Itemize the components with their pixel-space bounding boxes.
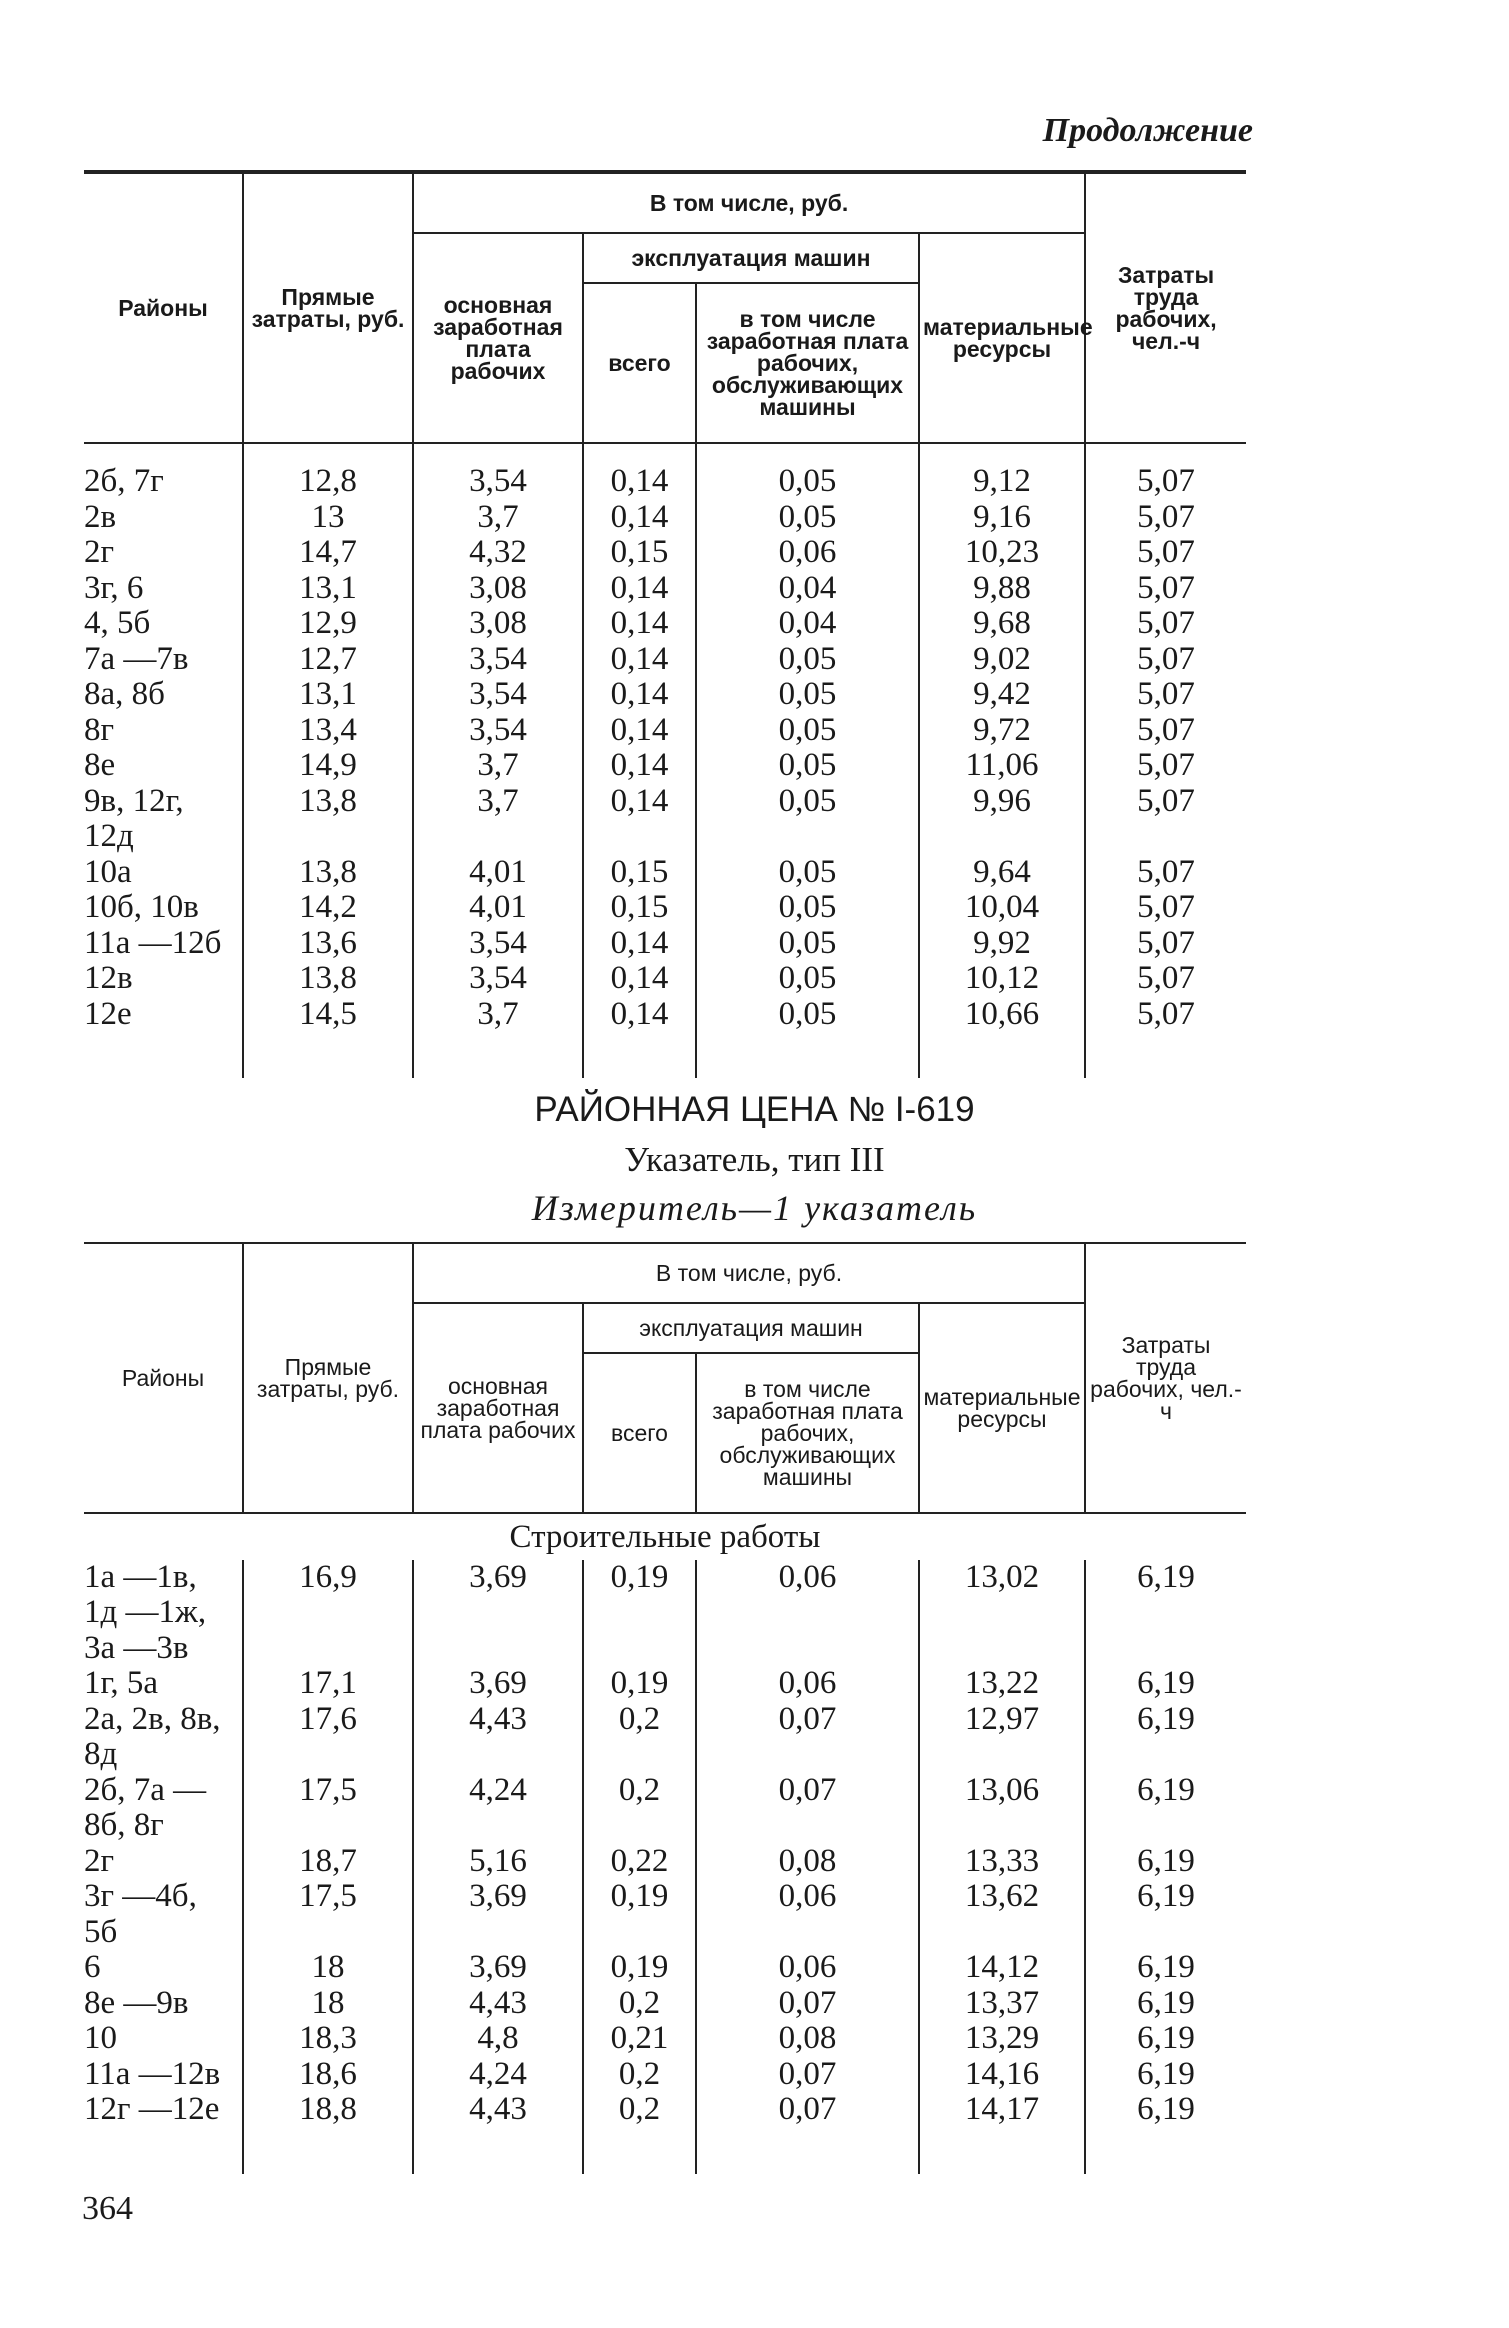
value-cell: 10,12 [919,961,1085,997]
header-vsego: всего [583,283,696,443]
rayon-cell: 1г, 5а [84,1665,158,1701]
rayon-cell: 11а —12б [84,924,222,961]
table-row [84,2057,1246,2093]
value-cell: 3,7 [413,500,583,536]
value-cell: 17,5 [243,1773,413,1844]
value-cell: 18,6 [243,2057,413,2093]
value-cell: 9,68 [919,606,1085,642]
value-cell: 0,07 [696,1986,919,2022]
value-cell: 3,54 [413,713,583,749]
value-cell: 0,14 [583,606,696,642]
table-row [84,2021,1246,2057]
value-cell: 5,16 [413,1844,583,1880]
rayon-cell: 12г —12е [84,2091,220,2127]
header-rayony: Районы [84,172,243,443]
value-cell: 16,9 [243,1560,413,1667]
table-row [84,464,1246,500]
value-cell: 9,88 [919,571,1085,607]
value-cell: 5,07 [1085,961,1246,997]
table-row [84,1879,1246,1950]
header-vsego-2: всего [583,1353,696,1513]
value-cell: 0,07 [696,2092,919,2128]
value-cell: 3,54 [413,961,583,997]
value-cell: 14,5 [243,997,413,1033]
value-cell: 0,21 [583,2021,696,2057]
value-cell: 3,08 [413,571,583,607]
value-cell: 0,15 [583,890,696,926]
value-cell: 12,7 [243,642,413,678]
rayon-cell: 9в, 12г, 12д [84,782,184,854]
rayon-cell: 12е [84,995,132,1032]
value-cell: 0,19 [583,1950,696,1986]
value-cell: 0,07 [696,2057,919,2093]
value-cell: 0,08 [696,1844,919,1880]
rayon-cell: 8а, 8б [84,676,165,712]
value-cell: 0,2 [583,2092,696,2128]
table-row [84,1560,1246,1667]
value-cell: 6,19 [1085,1702,1246,1773]
value-cell: 4,24 [413,1773,583,1844]
rayon-cell: 12в [84,960,133,996]
header-pryamye-2: Прямые затраты, руб. [243,1243,413,1513]
header-materialnye-2: материальные ресурсы [919,1303,1085,1513]
rayon-cell: 6 [84,1949,101,1985]
value-cell: 4,43 [413,1702,583,1773]
table-2-body [84,1513,1246,2174]
value-cell: 6,19 [1085,2021,1246,2057]
value-cell: 6,19 [1085,1950,1246,1986]
table-row [84,748,1246,784]
value-cell: 0,14 [583,500,696,536]
header-osnovnaya: основная заработная плата рабочих [413,233,583,443]
value-cell: 6,19 [1085,1666,1246,1702]
value-cell: 13,8 [243,784,413,855]
value-cell: 0,04 [696,606,919,642]
value-cell: 3,69 [413,1879,583,1950]
value-cell: 13,1 [243,571,413,607]
value-cell: 0,2 [583,1986,696,2022]
value-cell: 0,14 [583,748,696,784]
value-cell: 0,14 [583,677,696,713]
header-rayony-2: Районы [84,1243,243,1513]
value-cell: 3,7 [413,748,583,784]
value-cell: 0,05 [696,677,919,713]
value-cell: 0,15 [583,855,696,891]
value-cell: 0,14 [583,997,696,1033]
value-cell: 4,01 [413,855,583,891]
value-cell: 0,05 [696,926,919,962]
table-row [84,713,1246,749]
rayon-cell: 2б, 7а — 8б, 8г [84,1771,207,1843]
value-cell: 0,14 [583,713,696,749]
value-cell: 12,97 [919,1702,1085,1773]
header-ekspluatatsiya-2: эксплуатация машин [583,1303,919,1353]
table-row [84,1666,1246,1702]
table-row [84,1950,1246,1986]
value-cell: 5,07 [1085,926,1246,962]
value-cell: 3,7 [413,997,583,1033]
table-row [84,571,1246,607]
continuation-label: Продолжение [1042,112,1253,149]
table-row [84,1702,1246,1773]
value-cell: 5,07 [1085,535,1246,571]
value-cell: 5,07 [1085,642,1246,678]
value-cell: 13,06 [919,1773,1085,1844]
rayon-cell: 7а —7в [84,640,189,677]
value-cell: 17,6 [243,1702,413,1773]
page-number: 364 [82,2190,133,2227]
value-cell: 0,04 [696,571,919,607]
value-cell: 0,08 [696,2021,919,2057]
value-cell: 9,96 [919,784,1085,855]
rayon-cell: 10а [84,853,132,890]
value-cell: 13,4 [243,713,413,749]
value-cell: 3,54 [413,642,583,678]
value-cell: 5,07 [1085,784,1246,855]
value-cell: 18,7 [243,1844,413,1880]
value-cell: 0,15 [583,535,696,571]
value-cell: 0,2 [583,2057,696,2093]
value-cell: 9,92 [919,926,1085,962]
value-cell: 0,2 [583,1773,696,1844]
value-cell: 0,19 [583,1666,696,1702]
rayon-cell: 2г [84,1842,115,1879]
header-pryamye: Прямые затраты, руб. [243,172,413,443]
value-cell: 14,12 [919,1950,1085,1986]
value-cell: 5,07 [1085,997,1246,1033]
value-cell: 0,05 [696,890,919,926]
value-cell: 4,32 [413,535,583,571]
value-cell: 5,07 [1085,500,1246,536]
value-cell: 3,69 [413,1560,583,1667]
header-v-tom-chisle-zp-2: в том числе заработная плата рабочих, обслуживающих машины [696,1353,919,1513]
value-cell: 6,19 [1085,1844,1246,1880]
price-measure: Измеритель—1 указатель [531,1188,978,1228]
value-cell: 13,02 [919,1560,1085,1667]
value-cell: 14,2 [243,890,413,926]
table-row [84,2092,1246,2128]
rayon-cell: 2б, 7г [84,463,164,499]
value-cell: 14,17 [919,2092,1085,2128]
value-cell: 10,23 [919,535,1085,571]
value-cell: 13,29 [919,2021,1085,2057]
value-cell: 4,43 [413,2092,583,2128]
value-cell: 0,05 [696,748,919,784]
value-cell: 0,06 [696,535,919,571]
value-cell: 13,8 [243,961,413,997]
value-cell: 12,8 [243,464,413,500]
table-row [84,500,1246,536]
value-cell: 3,69 [413,1666,583,1702]
value-cell: 13,1 [243,677,413,713]
rayon-cell: 10 [84,2020,117,2056]
table-row [84,642,1246,678]
table-1 [84,170,1246,1078]
value-cell: 12,9 [243,606,413,642]
value-cell: 13,62 [919,1879,1085,1950]
value-cell: 5,07 [1085,855,1246,891]
value-cell: 5,07 [1085,890,1246,926]
table-row [84,961,1246,997]
table-row [84,784,1246,855]
value-cell: 9,42 [919,677,1085,713]
value-cell: 4,01 [413,890,583,926]
value-cell: 0,05 [696,642,919,678]
value-cell: 3,08 [413,606,583,642]
rayon-cell: 11а —12в [84,2055,221,2092]
rayon-cell: 3г —4б, 5б [84,1878,197,1950]
value-cell: 0,2 [583,1702,696,1773]
value-cell: 4,24 [413,2057,583,2093]
table-row [84,997,1246,1033]
value-cell: 5,07 [1085,748,1246,784]
header-ekspluatatsiya: эксплуатация машин [583,233,919,283]
value-cell: 17,1 [243,1666,413,1702]
value-cell: 9,64 [919,855,1085,891]
rayon-cell: 8е —9в [84,1984,189,2021]
value-cell: 0,19 [583,1560,696,1667]
table-row [84,677,1246,713]
value-cell: 13,33 [919,1844,1085,1880]
value-cell: 9,72 [919,713,1085,749]
value-cell: 13,37 [919,1986,1085,2022]
header-zatraty-truda-2: Затраты труда рабочих, чел.-ч [1085,1243,1246,1513]
table-row [84,855,1246,891]
value-cell: 18 [243,1950,413,1986]
value-cell: 14,9 [243,748,413,784]
table-row [84,1844,1246,1880]
value-cell: 0,19 [583,1879,696,1950]
value-cell: 5,07 [1085,464,1246,500]
value-cell: 0,14 [583,642,696,678]
value-cell: 0,07 [696,1702,919,1773]
table-row [84,1773,1246,1844]
value-cell: 17,5 [243,1879,413,1950]
value-cell: 4,8 [413,2021,583,2057]
table-row [84,926,1246,962]
value-cell: 6,19 [1085,1773,1246,1844]
price-title: РАЙОННАЯ ЦЕНА № I-619 [534,1090,975,1129]
value-cell: 13,22 [919,1666,1085,1702]
value-cell: 18,8 [243,2092,413,2128]
table-1-body [84,443,1246,1078]
table-row [84,606,1246,642]
rayon-cell: 2г [84,534,115,570]
value-cell: 18,3 [243,2021,413,2057]
value-cell: 0,14 [583,784,696,855]
section-label: Строительные работы [509,1519,821,1555]
value-cell: 0,06 [696,1666,919,1702]
value-cell: 0,05 [696,997,919,1033]
value-cell: 0,05 [696,855,919,891]
table-row [84,535,1246,571]
value-cell: 14,16 [919,2057,1085,2093]
value-cell: 3,54 [413,677,583,713]
value-cell: 3,54 [413,464,583,500]
value-cell: 0,14 [583,464,696,500]
value-cell: 4,43 [413,1986,583,2022]
value-cell: 0,05 [696,464,919,500]
value-cell: 9,16 [919,500,1085,536]
value-cell: 0,07 [696,1773,919,1844]
rayon-cell: 4, 5б [84,605,151,641]
table-row [84,1986,1246,2022]
value-cell: 11,06 [919,748,1085,784]
header-v-tom-chisle: В том числе, руб. [413,172,1085,233]
value-cell: 6,19 [1085,1560,1246,1667]
value-cell: 0,06 [696,1879,919,1950]
value-cell: 3,54 [413,926,583,962]
value-cell: 13 [243,500,413,536]
value-cell: 0,14 [583,571,696,607]
value-cell: 3,69 [413,1950,583,1986]
rayon-cell: 8г [84,711,115,748]
value-cell: 6,19 [1085,1986,1246,2022]
value-cell: 5,07 [1085,571,1246,607]
value-cell: 6,19 [1085,2057,1246,2093]
value-cell: 6,19 [1085,1879,1246,1950]
rayon-cell: 2в [84,498,117,535]
value-cell: 13,6 [243,926,413,962]
value-cell: 13,8 [243,855,413,891]
value-cell: 0,14 [583,926,696,962]
price-subtitle: Указатель, тип III [624,1140,885,1179]
value-cell: 0,14 [583,961,696,997]
rayon-cell: 3г, 6 [84,569,144,606]
value-cell: 0,06 [696,1950,919,1986]
header-osnovnaya-2: основная заработная плата рабочих [413,1303,583,1513]
value-cell: 0,05 [696,500,919,536]
value-cell: 3,7 [413,784,583,855]
value-cell: 18 [243,1986,413,2022]
value-cell: 5,07 [1085,606,1246,642]
rayon-cell: 1а —1в, 1д —1ж, 3а —3в [84,1558,207,1666]
value-cell: 9,12 [919,464,1085,500]
value-cell: 10,04 [919,890,1085,926]
value-cell: 0,05 [696,713,919,749]
value-cell: 6,19 [1085,2092,1246,2128]
value-cell: 5,07 [1085,713,1246,749]
value-cell: 0,22 [583,1844,696,1880]
value-cell: 10,66 [919,997,1085,1033]
value-cell: 0,05 [696,784,919,855]
value-cell: 9,02 [919,642,1085,678]
rayon-cell: 8е [84,747,116,783]
table-row [84,890,1246,926]
rayon-cell: 10б, 10в [84,889,199,925]
value-cell: 14,7 [243,535,413,571]
header-materialnye: материальные ресурсы [919,233,1085,443]
header-zatraty-truda: Затраты труда рабочих, чел.-ч [1085,172,1246,443]
value-cell: 0,06 [696,1560,919,1667]
header-v-tom-chisle-2: В том числе, руб. [413,1243,1085,1303]
value-cell: 5,07 [1085,677,1246,713]
header-v-tom-chisle-zp: в том числе заработная плата рабочих, обслуживающих машины [696,283,919,443]
table-2 [84,1242,1246,2174]
value-cell: 0,05 [696,961,919,997]
rayon-cell: 2а, 2в, 8в, 8д [84,1700,221,1772]
